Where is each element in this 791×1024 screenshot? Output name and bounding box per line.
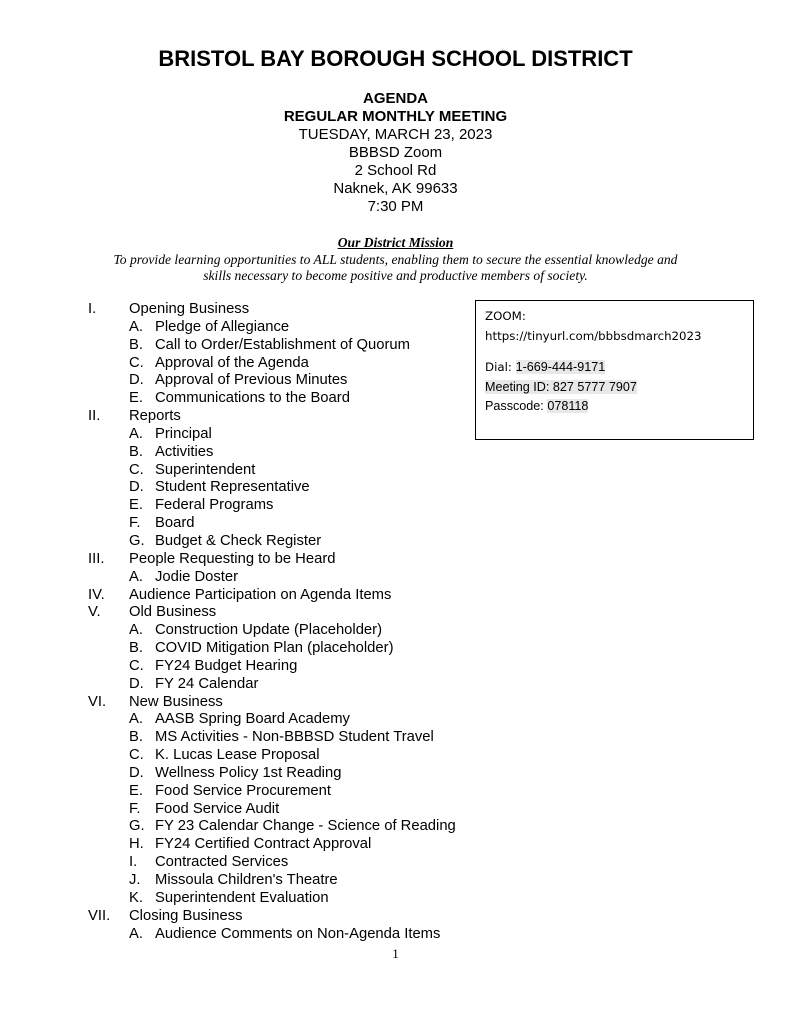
section-numeral: VI. xyxy=(88,693,107,710)
agenda-item xyxy=(0,765,520,783)
section-numeral: II. xyxy=(88,408,101,425)
item-letter: H. xyxy=(129,836,144,853)
item-letter: A. xyxy=(129,622,143,639)
agenda-section xyxy=(0,408,520,426)
item-label: Contracted Services xyxy=(155,854,289,871)
zoom-meeting-id: Meeting ID: 827 5777 7907 xyxy=(485,379,637,394)
agenda-item xyxy=(0,444,520,462)
item-letter: F. xyxy=(129,515,141,532)
item-letter: I. xyxy=(129,854,138,871)
item-label: Approval of the Agenda xyxy=(155,354,309,371)
agenda-heading: AGENDA xyxy=(362,90,428,107)
page-number: 1 xyxy=(392,946,399,961)
zoom-dial-number: 1-669-444-9171 xyxy=(515,360,606,374)
item-letter: G. xyxy=(129,532,145,549)
item-label: Federal Programs xyxy=(155,497,274,514)
item-label: Superintendent Evaluation xyxy=(155,889,329,906)
zoom-dial xyxy=(485,358,744,378)
section-numeral: V. xyxy=(88,604,101,621)
item-label: Communications to the Board xyxy=(155,390,350,407)
item-letter: A. xyxy=(129,318,143,335)
agenda-item xyxy=(0,479,520,497)
meeting-type: REGULAR MONTHLY MEETING xyxy=(283,108,508,125)
item-label: FY 23 Calendar Change - Science of Reading xyxy=(155,818,456,835)
item-label: Food Service Audit xyxy=(155,800,280,817)
agenda-item xyxy=(0,337,520,355)
item-letter: D. xyxy=(129,675,144,692)
item-letter: A. xyxy=(129,425,143,442)
agenda-section xyxy=(0,604,520,622)
zoom-url-link[interactable]: https://tinyurl.com/bbbsdmarch2023 xyxy=(485,328,702,343)
mission-line-1: To provide learning opportunities to ALL students, enabling them to secure the essential knowledge and xyxy=(113,251,678,267)
agenda-item xyxy=(0,801,520,819)
agenda-item xyxy=(0,426,520,444)
item-label: K. Lucas Lease Proposal xyxy=(155,747,320,764)
item-letter: C. xyxy=(129,461,144,478)
section-numeral: IV. xyxy=(88,586,105,603)
agenda-item xyxy=(0,515,520,533)
agenda-item xyxy=(0,783,520,801)
item-label: Approval of Previous Minutes xyxy=(155,372,348,389)
meeting-city: Naknek, AK 99633 xyxy=(333,180,458,197)
agenda-item xyxy=(0,747,520,765)
item-label: Jodie Doster xyxy=(155,568,239,585)
item-letter: B. xyxy=(129,729,143,746)
agenda-item xyxy=(0,497,520,515)
agenda-item xyxy=(0,319,520,337)
item-letter: A. xyxy=(129,568,143,585)
meeting-venue: BBBSD Zoom xyxy=(348,144,443,161)
item-letter: D. xyxy=(129,479,144,496)
item-letter: B. xyxy=(129,640,143,657)
item-letter: E. xyxy=(129,390,143,407)
zoom-dial-label: Dial: xyxy=(485,360,516,374)
agenda-item xyxy=(0,569,520,587)
item-label: Construction Update (Placeholder) xyxy=(155,622,383,639)
section-label: Audience Participation on Agenda Items xyxy=(129,586,392,603)
item-label: Call to Order/Establishment of Quorum xyxy=(155,336,410,353)
item-label: COVID Mitigation Plan (placeholder) xyxy=(155,640,394,657)
item-letter: B. xyxy=(129,443,143,460)
item-letter: J. xyxy=(129,872,141,888)
item-label: Superintendent xyxy=(155,461,256,478)
item-label: Missoula Children's Theatre xyxy=(155,872,338,888)
agenda-item xyxy=(0,640,520,658)
agenda-item xyxy=(0,729,520,747)
item-label: AASB Spring Board Academy xyxy=(155,711,350,728)
agenda-item xyxy=(0,622,520,640)
item-label: Pledge of Allegiance xyxy=(155,318,290,335)
section-label: Closing Business xyxy=(129,907,243,924)
agenda-section xyxy=(0,908,520,926)
document-title: BRISTOL BAY BOROUGH SCHOOL DISTRICT xyxy=(158,46,633,71)
item-label: Budget & Check Register xyxy=(155,532,322,549)
meeting-time: 7:30 PM xyxy=(367,198,424,215)
item-label: Food Service Procurement xyxy=(155,782,331,799)
agenda-item xyxy=(0,676,520,694)
section-label: New Business xyxy=(129,693,223,710)
item-letter: F. xyxy=(129,800,141,817)
agenda-item xyxy=(0,711,520,729)
agenda-section xyxy=(0,551,520,569)
item-label: Principal xyxy=(155,425,212,442)
item-letter: D. xyxy=(129,764,144,781)
item-label: Audience Comments on Non-Agenda Items xyxy=(155,925,441,942)
agenda-section xyxy=(0,694,520,712)
meeting-date: TUESDAY, MARCH 23, 2023 xyxy=(298,126,493,143)
item-letter: B. xyxy=(129,336,143,353)
mission-title: Our District Mission xyxy=(337,235,454,250)
meeting-street: 2 School Rd xyxy=(354,162,437,179)
agenda-section xyxy=(0,587,520,605)
item-label: Wellness Policy 1st Reading xyxy=(155,764,342,781)
item-letter: K. xyxy=(129,889,143,906)
section-numeral: I. xyxy=(88,301,97,317)
agenda-item xyxy=(0,872,520,890)
zoom-label: ZOOM: xyxy=(485,309,526,323)
section-label: Old Business xyxy=(129,604,217,621)
item-letter: C. xyxy=(129,354,144,371)
agenda-item xyxy=(0,854,520,872)
agenda-item xyxy=(0,372,520,390)
agenda-item xyxy=(0,836,520,854)
agenda-item xyxy=(0,926,520,944)
item-label: FY 24 Calendar xyxy=(155,675,259,692)
section-label: People Requesting to be Heard xyxy=(129,550,336,567)
item-label: FY24 Budget Hearing xyxy=(155,657,298,674)
agenda-item xyxy=(0,390,520,408)
zoom-passcode-value: 078118 xyxy=(547,399,589,413)
item-label: Student Representative xyxy=(155,479,310,496)
section-numeral: VII. xyxy=(88,907,111,924)
agenda-list xyxy=(0,301,520,943)
agenda-item xyxy=(0,658,520,676)
agenda-section xyxy=(0,301,520,319)
zoom-passcode xyxy=(485,397,744,417)
item-label: Board xyxy=(155,515,195,532)
item-label: MS Activities - Non-BBBSD Student Travel xyxy=(155,729,434,746)
item-letter: A. xyxy=(129,925,143,942)
agenda-item xyxy=(0,355,520,373)
item-letter: A. xyxy=(129,711,143,728)
agenda-item xyxy=(0,890,520,908)
section-numeral: III. xyxy=(88,550,105,567)
agenda-item xyxy=(0,462,520,480)
mission-line-2: skills necessary to become positive and productive members of society. xyxy=(203,268,588,283)
item-letter: C. xyxy=(129,747,144,764)
meeting-header xyxy=(0,90,791,216)
item-letter: E. xyxy=(129,782,143,799)
agenda-item xyxy=(0,818,520,836)
zoom-passcode-label: Passcode: xyxy=(485,399,548,413)
section-label: Opening Business xyxy=(129,301,250,317)
agenda-item xyxy=(0,533,520,551)
item-letter: G. xyxy=(129,818,145,835)
item-label: Activities xyxy=(155,443,214,460)
item-letter: E. xyxy=(129,497,143,514)
section-label: Reports xyxy=(129,408,181,425)
mission-statement xyxy=(0,235,791,285)
item-label: FY24 Certified Contract Approval xyxy=(155,836,372,853)
item-letter: D. xyxy=(129,372,144,389)
item-letter: C. xyxy=(129,657,144,674)
